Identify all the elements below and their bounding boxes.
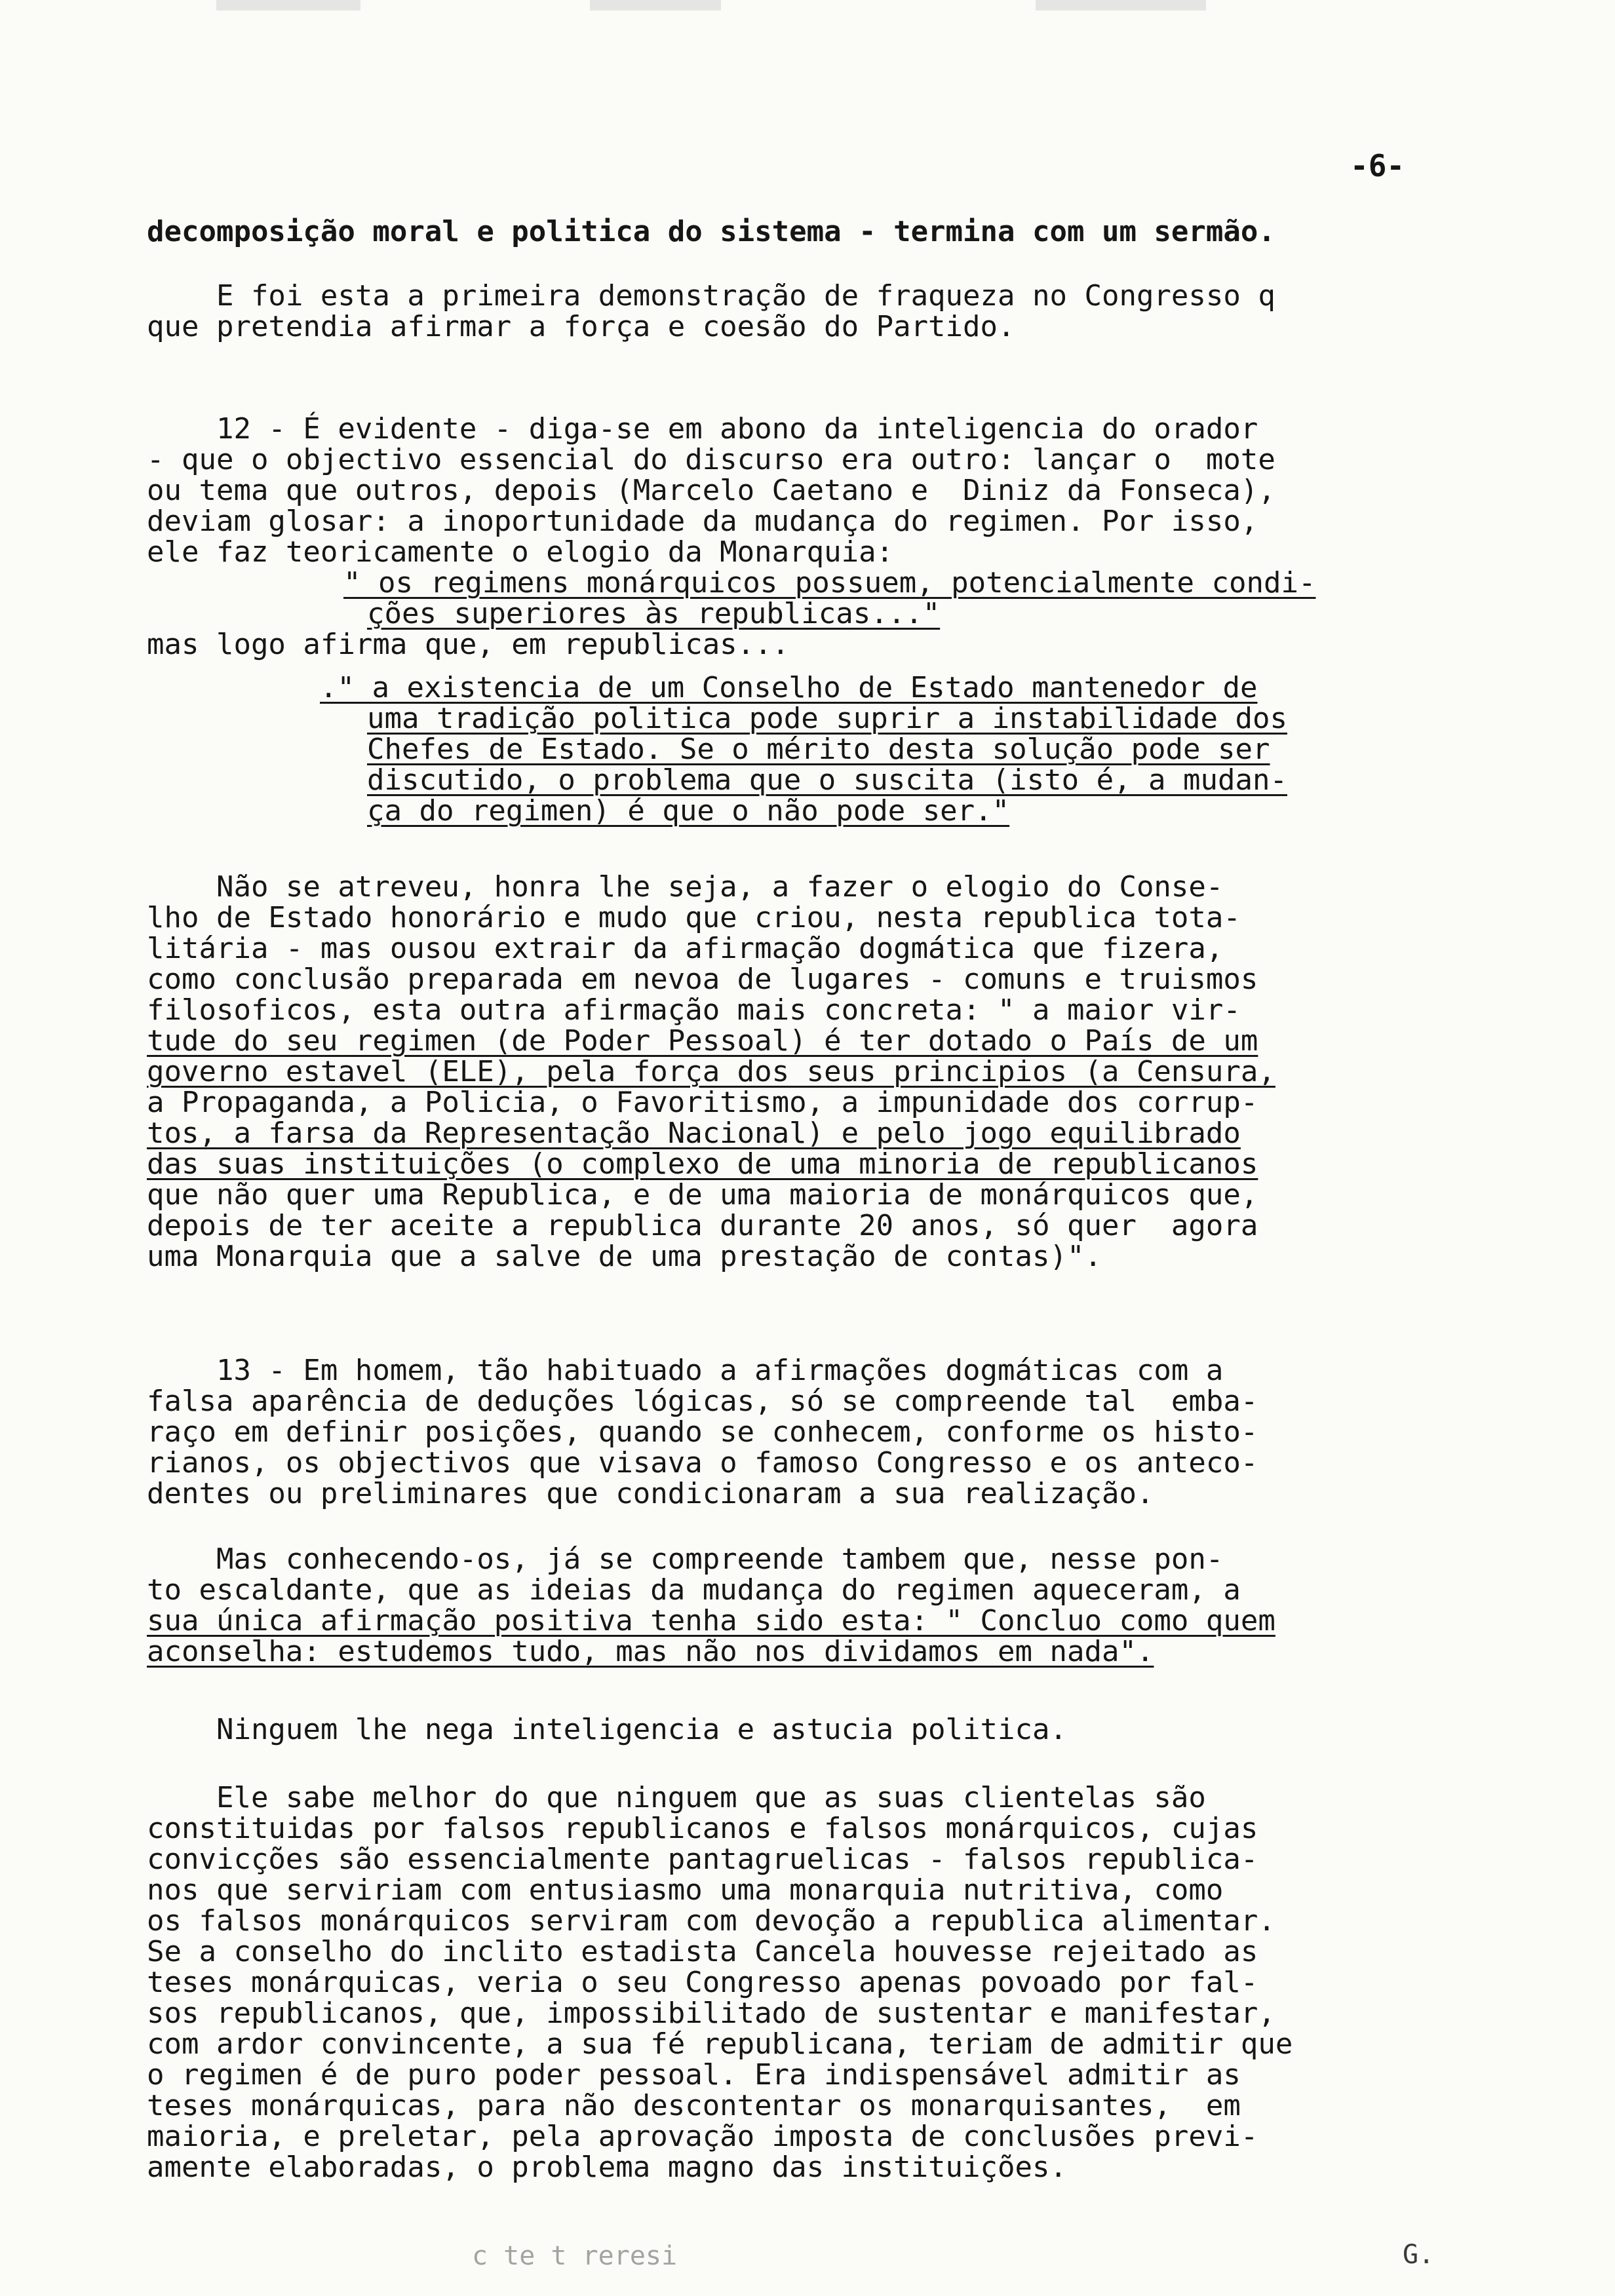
text-line: os falsos monárquicos serviram com devoção a republica alimentar.	[147, 1904, 1275, 1938]
quote-line: ções superiores às republicas..."	[367, 597, 941, 630]
text-line: amente elaboradas, o problema magno das instituições.	[147, 2151, 1067, 2184]
text-line: depois de ter aceite a republica durante 20 anos, só quer agora	[147, 1209, 1258, 1242]
text-line: Se a conselho do inclito estadista Cancela houvesse rejeitado as	[147, 1935, 1258, 1968]
text-line: convicções são essencialmente pantagruelicas - falsos republica-	[147, 1843, 1258, 1876]
text-line: mas logo afirma que, em republicas...	[147, 628, 790, 661]
text-line: a Propaganda, a Policia, o Favoritismo, a impunidade dos corrup-	[147, 1086, 1258, 1119]
text-line: dentes ou preliminares que condicionaram a sua realização.	[147, 1477, 1154, 1510]
text-line: nos que serviriam com entusiasmo uma monarquia nutritiva, como	[147, 1873, 1224, 1907]
text-line: filosoficos, esta outra afirmação mais concreta: " a maior vir-	[147, 993, 1241, 1027]
text-line: das suas instituições (o complexo de uma minoria de republicanos	[147, 1147, 1258, 1181]
text-line: aconselha: estudemos tudo, mas não nos dividamos em nada".	[147, 1635, 1154, 1668]
text-line: tude do seu regimen (de Poder Pessoal) é ter dotado o País de um	[147, 1024, 1258, 1058]
paragraph-section-12	[147, 413, 1490, 567]
quote-line: uma tradição politica pode suprir a instabilidade dos	[367, 702, 1287, 735]
quote-line: ." a existencia de um Conselho de Estado mantenedor de	[320, 671, 1258, 704]
quotation	[147, 567, 1490, 629]
scan-smudge	[216, 0, 360, 10]
text-line: to escaldante, que as ideias da mudança do regimen aqueceram, a	[147, 1573, 1241, 1607]
quote-line: " os regimens monárquicos possuem, potencialmente condi-	[343, 566, 1316, 600]
bottom-faint-text: c te t reresi	[472, 2241, 678, 2271]
text-line: ele faz teoricamente o elogio da Monarquia:	[147, 535, 894, 569]
text-line: com ardor convincente, a sua fé republicana, teriam de admitir que	[147, 2027, 1293, 2061]
quote-line: discutido, o problema que o suscita (isto é, a mudan-	[367, 763, 1287, 797]
bottom-right-mark: G.	[1403, 2240, 1435, 2270]
text-line: sua única afirmação positiva tenha sido esta: " Concluo como quem	[147, 1604, 1275, 1637]
text-line: uma Monarquia que a salve de uma prestação de contas)".	[147, 1240, 1102, 1273]
paragraph	[147, 871, 1490, 1272]
text-line: 13 - Em homem, tão habituado a afirmações dogmáticas com a	[147, 1354, 1224, 1387]
text-line: - que o objectivo essencial do discurso era outro: lançar o mote	[147, 443, 1275, 476]
paragraph-section-13	[147, 1355, 1490, 1509]
paragraph	[147, 1782, 1490, 2183]
text-line: 12 - É evidente - diga-se em abono da inteligencia do orador	[147, 412, 1258, 446]
text-line: teses monárquicas, para não descontentar os monarquisantes, em	[147, 2089, 1241, 2122]
paragraph	[147, 1714, 1490, 1745]
text-line: governo estavel (ELE), pela força dos seus principios (a Censura,	[147, 1055, 1275, 1088]
paragraph	[147, 216, 1490, 247]
page-number: -6-	[1350, 148, 1405, 183]
text-line: Ele sabe melhor do que ninguem que as suas clientelas são	[147, 1781, 1206, 1814]
quote-line: ça do regimen) é que o não pode ser."	[367, 794, 1010, 828]
text-line: rianos, os objectivos que visava o famoso Congresso e os anteco-	[147, 1446, 1258, 1480]
scan-smudge	[590, 0, 721, 10]
text-line: tos, a farsa da Representação Nacional) e pelo jogo equilibrado	[147, 1117, 1241, 1150]
text-line: litária - mas ousou extrair da afirmação dogmática que fizera,	[147, 932, 1224, 965]
quotation	[147, 672, 1490, 826]
scan-smudge	[1036, 0, 1206, 10]
text-line: que pretendia afirmar a força e coesão do Partido.	[147, 310, 1015, 343]
text-line: deviam glosar: a inoportunidade da mudança do regimen. Por isso,	[147, 505, 1258, 538]
text-line: ou tema que outros, depois (Marcelo Caetano e Diniz da Fonseca),	[147, 474, 1275, 507]
text-line: constituidas por falsos republicanos e falsos monárquicos, cujas	[147, 1812, 1258, 1845]
text-line: E foi esta a primeira demonstração de fraqueza no Congresso q	[147, 279, 1275, 313]
text-line: Não se atreveu, honra lhe seja, a fazer o elogio do Conse-	[147, 870, 1224, 904]
quote-line: Chefes de Estado. Se o mérito desta solução pode ser	[367, 733, 1270, 766]
text-line: lho de Estado honorário e mudo que criou, nesta republica tota-	[147, 901, 1241, 934]
text-line: maioria, e preletar, pela aprovação imposta de conclusões previ-	[147, 2120, 1258, 2153]
paragraph	[147, 629, 1490, 660]
paragraph	[147, 1544, 1490, 1667]
text-line: falsa aparência de deduções lógicas, só se compreende tal emba-	[147, 1385, 1258, 1418]
text-line: o regimen é de puro poder pessoal. Era indispensável admitir as	[147, 2058, 1241, 2092]
text-line: raço em definir posições, quando se conhecem, conforme os histo-	[147, 1415, 1258, 1449]
text-line: que não quer uma Republica, e de uma maioria de monárquicos que,	[147, 1178, 1258, 1212]
text-line: como conclusão preparada em nevoa de lugares - comuns e truismos	[147, 963, 1258, 996]
paragraph	[147, 280, 1490, 342]
text-line: teses monárquicas, veria o seu Congresso apenas povoado por fal-	[147, 1966, 1258, 1999]
text-line: Ninguem lhe nega inteligencia e astucia politica.	[147, 1713, 1067, 1746]
text-line: Mas conhecendo-os, já se compreende tambem que, nesse pon-	[147, 1542, 1224, 1576]
text-line: decomposição moral e politica do sistema - termina com um sermão.	[147, 215, 1275, 248]
text-line: sos republicanos, que, impossibilitado de sustentar e manifestar,	[147, 1997, 1275, 2030]
